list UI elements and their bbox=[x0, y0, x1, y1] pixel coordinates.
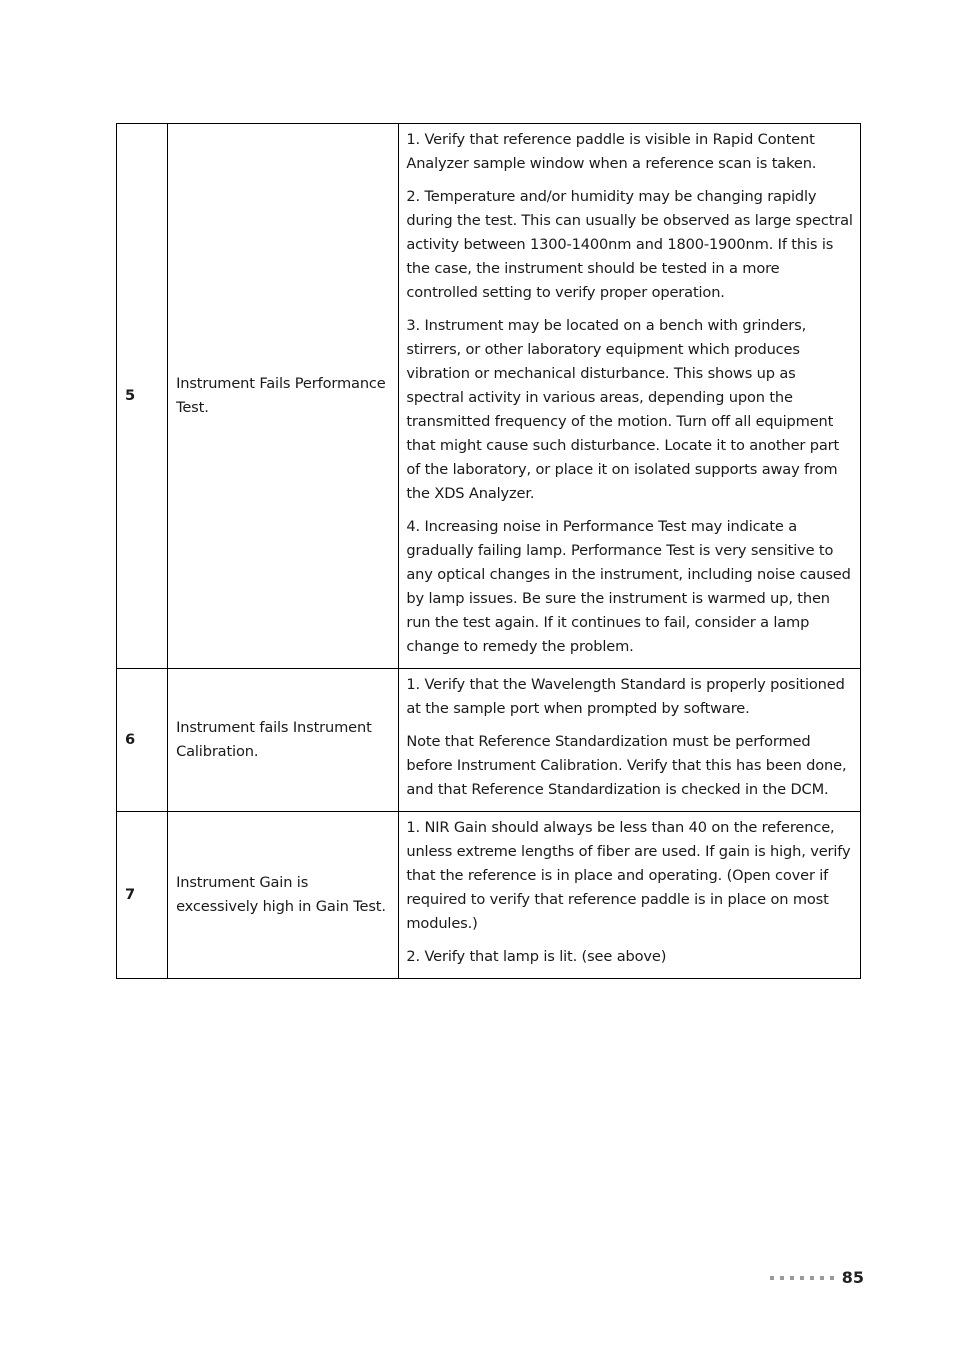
page-dots-decoration bbox=[770, 1276, 834, 1280]
remedy-paragraph: 1. NIR Gain should always be less than 40 on the reference, unless extreme lengths of fiber are used. If gain is high, verify that the reference is in place and operating. (Open cover if required to verify that reference paddle is in place on most modules.) bbox=[406, 819, 851, 932]
table-row bbox=[117, 669, 861, 812]
remedy-cell bbox=[399, 812, 861, 979]
remedy-paragraph: 1. Verify that the Wavelength Standard is properly positioned at the sample port when prompted by software. bbox=[406, 676, 845, 717]
page-number: 85 bbox=[841, 1268, 864, 1287]
table-row bbox=[117, 124, 861, 669]
remedy-paragraph: 4. Increasing noise in Performance Test may indicate a gradually failing lamp. Performance Test is very sensitive to any optical changes in the instrument, including noise caused by lamp issues. Be sure the instrument is warmed up, then run the test again. If it continues to fail, consider a lamp change to remedy the problem. bbox=[406, 518, 851, 655]
fault-description: Instrument fails Instrument Calibration. bbox=[168, 669, 399, 812]
remedy-paragraph: Note that Reference Standardization must be performed before Instrument Calibration. Verify that this has been done, and that Reference Standardization is checked in the DCM. bbox=[406, 733, 847, 798]
remedy-paragraph: 2. Verify that lamp is lit. (see above) bbox=[406, 948, 667, 965]
remedy-cell bbox=[399, 124, 861, 669]
fault-description: Instrument Fails Performance Test. bbox=[168, 124, 399, 669]
remedy-paragraph: 3. Instrument may be located on a bench with grinders, stirrers, or other laboratory equipment which produces vibration or mechanical disturbance. This shows up as spectral activity in various areas, depending upon the transmitted frequency of the motion. Turn off all equipment that might cause such disturbance. Locate it to another part of the laboratory, or place it on isolated supports away from the XDS Analyzer. bbox=[406, 317, 840, 502]
remedy-paragraph: 1. Verify that reference paddle is visible in Rapid Content Analyzer sample window when a reference scan is taken. bbox=[406, 131, 817, 172]
table-row bbox=[117, 812, 861, 979]
row-number: 7 bbox=[117, 812, 168, 979]
remedy-cell bbox=[399, 669, 861, 812]
remedy-paragraph: 2. Temperature and/or humidity may be changing rapidly during the test. This can usually be observed as large spectral activity between 1300-1400nm and 1800-1900nm. If this is the case, the instrument should be tested in a more controlled setting to verify proper operation. bbox=[406, 188, 853, 301]
troubleshooting-table bbox=[116, 123, 861, 979]
row-number: 6 bbox=[117, 669, 168, 812]
row-number: 5 bbox=[117, 124, 168, 669]
fault-description: Instrument Gain is excessively high in Gain Test. bbox=[168, 812, 399, 979]
page-footer bbox=[770, 1268, 864, 1287]
